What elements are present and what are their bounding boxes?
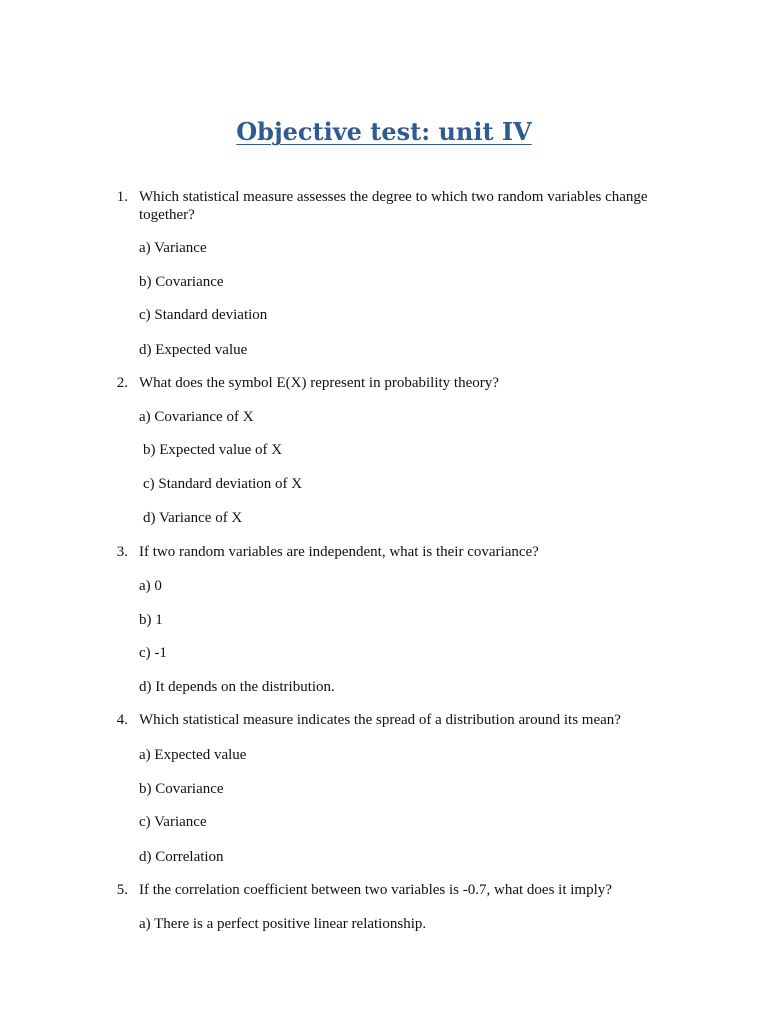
answer-option: b) Covariance <box>139 274 224 290</box>
question-number: 3. <box>116 544 128 560</box>
answer-option: c) Standard deviation of X <box>143 476 303 492</box>
answer-option: d) Variance of X <box>143 510 243 526</box>
answer-option: c) Variance <box>139 814 207 830</box>
answer-option: b) Expected value of X <box>143 442 283 458</box>
question-text: If the correlation coefficient between two variables is -0.7, what does it imply? <box>139 882 612 898</box>
answer-option: d) Correlation <box>139 849 224 865</box>
answer-option: a) Variance <box>139 240 207 256</box>
answer-option: b) Covariance <box>139 781 224 797</box>
answer-option: d) Expected value <box>139 342 248 358</box>
answer-option: c) -1 <box>139 645 167 661</box>
question-number: 4. <box>116 712 128 728</box>
question-text: Which statistical measure indicates the spread of a distribution around its mean? <box>139 712 621 728</box>
answer-option: a) Covariance of X <box>139 409 254 425</box>
answer-option: d) It depends on the distribution. <box>139 679 335 695</box>
answer-option: c) Standard deviation <box>139 307 268 323</box>
answer-option: b) 1 <box>139 612 163 628</box>
question-text: What does the symbol E(X) represent in probability theory? <box>139 375 499 391</box>
question-number: 5. <box>116 882 128 898</box>
question-text: If two random variables are independent, what is their covariance? <box>139 544 539 560</box>
answer-option: a) There is a perfect positive linear relationship. <box>139 916 427 932</box>
document-title: Objective test: unit IV <box>236 117 532 146</box>
answer-option: a) 0 <box>139 578 162 594</box>
question-text: together? <box>139 207 195 223</box>
question-text: Which statistical measure assesses the degree to which two random variables change <box>139 189 648 205</box>
question-number: 1. <box>116 189 128 205</box>
question-number: 2. <box>116 375 128 391</box>
answer-option: a) Expected value <box>139 747 247 763</box>
